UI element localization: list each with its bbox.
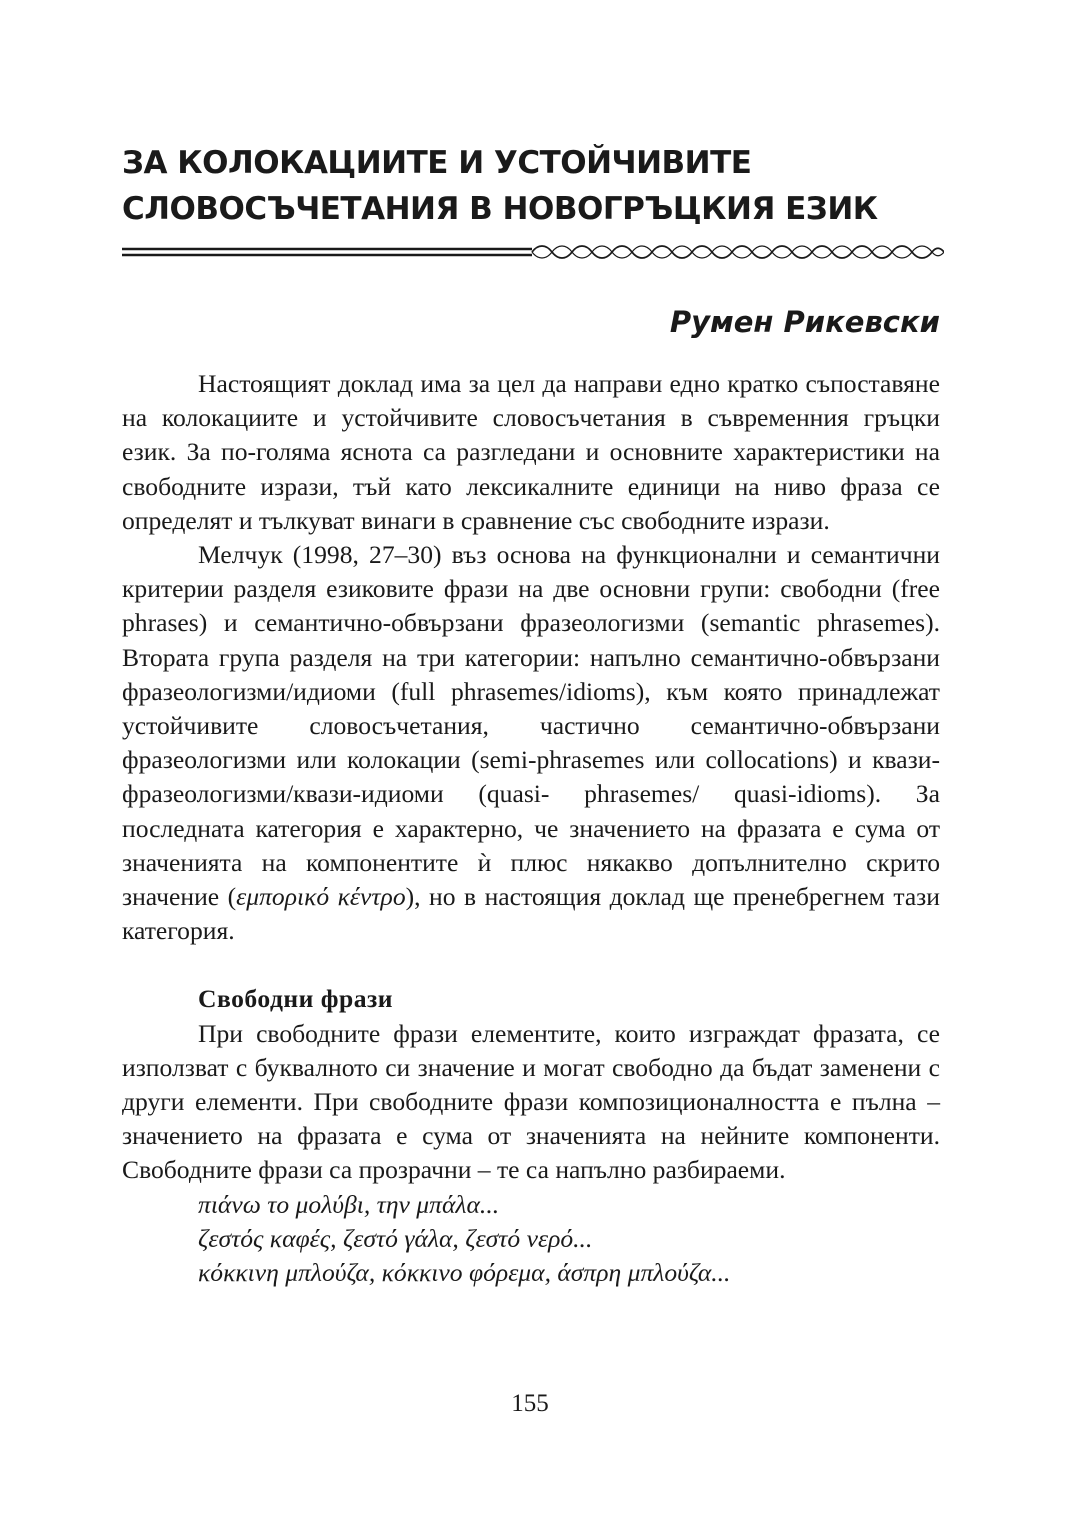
article-body xyxy=(122,367,940,1290)
greek-example-inline: εμπορικό κέντρο xyxy=(236,882,406,912)
article-title-line-1: ЗА КОЛОКАЦИИТЕ И УСТОЙЧИВИТЕ xyxy=(122,145,752,181)
section-heading: Свободни фрази xyxy=(198,984,394,1014)
example-line: ζεστός καφές, ζεστό γάλα, ζεστό νερό... xyxy=(198,1223,593,1253)
page-number: 155 xyxy=(511,1390,549,1417)
article-title xyxy=(122,140,942,232)
paragraph-melchuk-tail: ), но в настоящия доклад ще пренебрегнем тази категория. xyxy=(122,882,940,946)
title-rule-ornament xyxy=(122,238,944,268)
paragraph-melchuk-text: Мелчук (1998, 27–30) въз основа на функционални и семантични критерии разделя езиковите фрази на две основни групи: свободни (free phrases) и семантично-обвързани фразеологизми (semantic phrasemes). Втората група разделя на три категории: напълно семантично-обвързани фразеологизми/идиоми (full phrasemes/idioms), към която принадлежат устойчивите словосъчетания, частично семантично-обвързани фразеологизми или колокации (semi-phrasemes или collocations) и квази-фразеологизми/квази-идиоми (quasi- phrasemes/ quasi-idioms). За последната категория е характерно, че значението на фразата е сума от значенията на компонентите ѝ плюс някакво допълнително скрито значение ( xyxy=(122,540,940,912)
paragraph-intro: Настоящият доклад има за цел да направи едно кратко съпоставяне на колокациите и устойчивите словосъчетания в съвременния гръцки език. За по-голяма яснота са разгледани и основните характеристики на свободните изрази, тъй като лексикалните единици на ниво фраза се определят и тълкуват винаги в сравнение със свободните изрази. xyxy=(122,369,940,535)
article-title-line-2: СЛОВОСЪЧЕТАНИЯ В НОВОГРЪЦКИЯ ЕЗИК xyxy=(122,191,878,227)
example-line: πιάνω το μολύβι, την μπάλα... xyxy=(198,1189,500,1219)
example-line: κόκκινη μπλούζα, κόκκινο φόρεμα, άσπρη μπλούζα... xyxy=(198,1258,731,1288)
wave-ornament xyxy=(532,246,944,258)
example-list xyxy=(122,1188,940,1291)
author-name: Румен Рикевски xyxy=(669,305,940,339)
paragraph-free-phrases: При свободните фрази елементите, които изграждат фразата, се използват с буквалното си значение и могат свободно да бъдат заменени с други елементи. При свободните фрази композиционалността е пълна – значението на фразата е сума от значенията на нейните компоненти. Свободните фрази са прозрачни – те са напълно разбираеми. xyxy=(122,1018,940,1185)
paragraph-melchuk xyxy=(122,538,940,948)
